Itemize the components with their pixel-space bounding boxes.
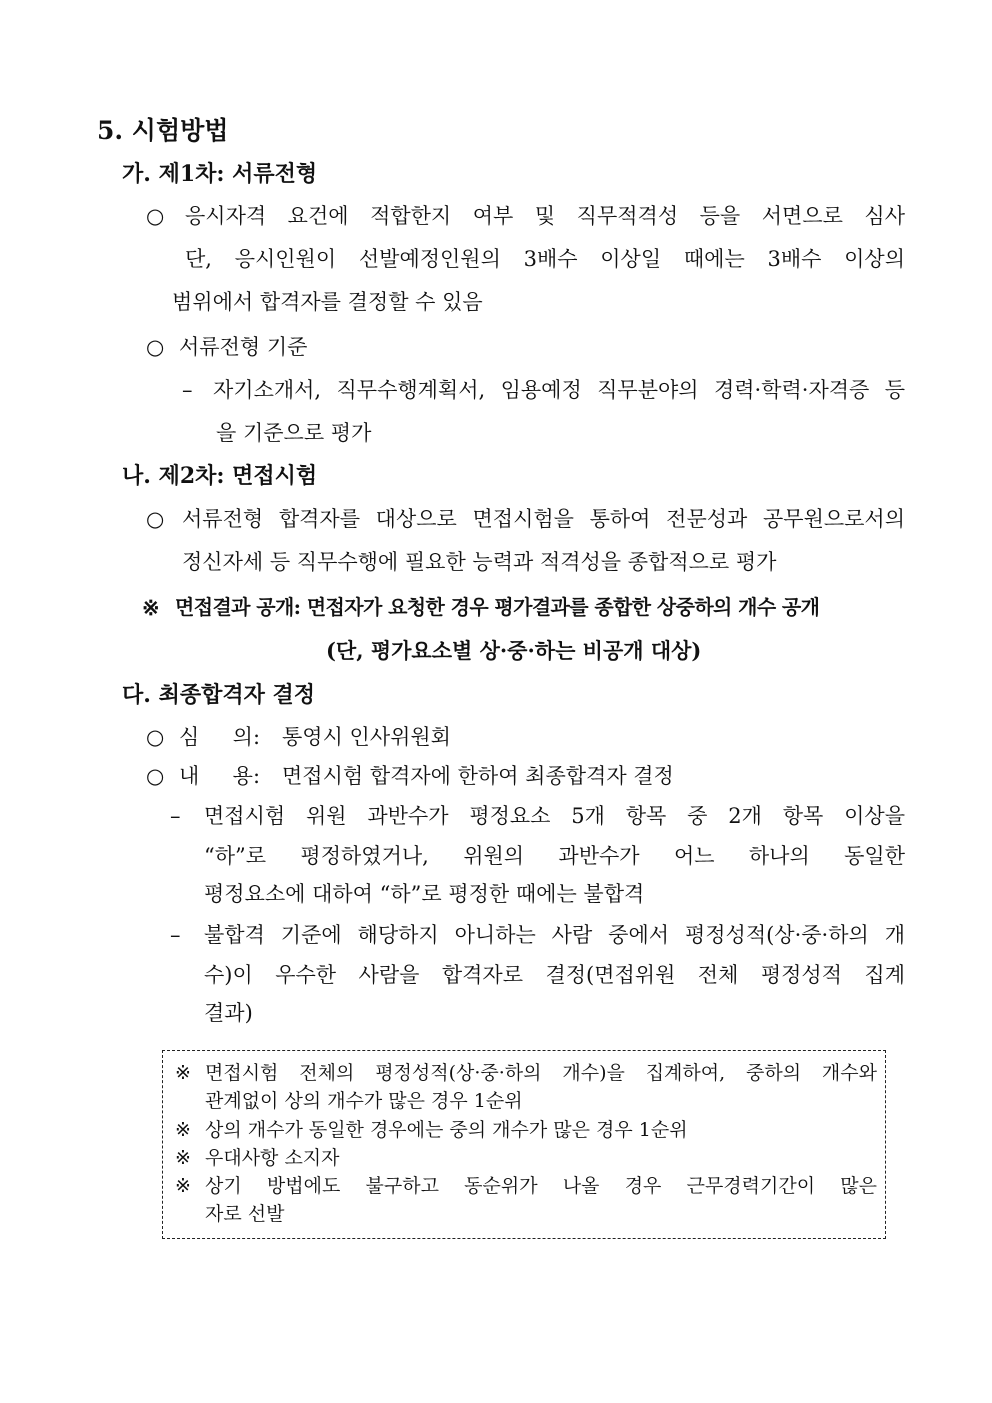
bullet-circle-icon: ○ [146, 764, 165, 788]
part-b-bullet1-line2: 정신자세 등 직무수행에 필요한 능력과 적격성을 종합적으로 평가 [182, 550, 777, 574]
note-item1-line2: 관계없이 상의 개수가 많은 경우 1순위 [205, 1090, 523, 1112]
part-a-heading: 가. 제1차: 서류전형 [122, 161, 318, 187]
dash-icon: – [170, 804, 181, 828]
note-box [162, 1050, 886, 1239]
part-a-bullet2-sub-line1: 자기소개서, 직무수행계획서, 임용예정 직무분야의 경력·학력·자격증 등 [213, 378, 905, 402]
part-a-bullet1-line3: 범위에서 합격자를 결정할 수 있음 [172, 290, 483, 314]
bullet-circle-icon: ○ [146, 335, 165, 359]
reference-mark-icon: ※ [175, 1147, 191, 1169]
reference-mark-icon: ※ [175, 1062, 191, 1084]
part-c-dash1-line2: “하”로 평정하였거나, 위원의 과반수가 어느 하나의 동일한 [204, 844, 905, 868]
part-c-item2-label: 내 용: [179, 764, 261, 788]
dash-icon: – [170, 923, 181, 947]
part-c-dash2-line2: 수)이 우수한 사람을 합격자로 결정(면접위원 전체 평정성적 집계 [204, 963, 905, 987]
part-c-dash2-line1: 불합격 기준에 해당하지 아니하는 사람 중에서 평정성적(상·중·하의 개 [204, 923, 905, 947]
part-c-item1-label: 심 의: [179, 725, 261, 749]
part-b-heading: 나. 제2차: 면접시험 [122, 463, 318, 489]
bullet-circle-icon: ○ [146, 204, 165, 228]
part-a-bullet2-sub-line2: 을 기준으로 평가 [216, 421, 372, 445]
part-b-bullet1-line1: 서류전형 합격자를 대상으로 면접시험을 통하여 전문성과 공무원으로서의 [182, 507, 905, 531]
reference-mark-icon: ※ [175, 1175, 191, 1197]
part-c-dash1-line1: 면접시험 위원 과반수가 평정요소 5개 항목 중 2개 항목 이상을 [204, 804, 905, 828]
reference-mark-icon: ※ [142, 595, 160, 620]
part-c-item2-text: 면접시험 합격자에 한하여 최종합격자 결정 [282, 764, 674, 788]
part-c-item1-text: 통영시 인사위원회 [282, 725, 451, 749]
bullet-circle-icon: ○ [146, 725, 165, 749]
note-item4-line1: 상기 방법에도 불구하고 동순위가 나올 경우 근무경력기간이 많은 [205, 1175, 877, 1197]
part-a-bullet2-text: 서류전형 기준 [179, 335, 308, 359]
note-item1-line1: 면접시험 전체의 평정성적(상·중·하의 개수)을 집계하여, 중하의 개수와 [205, 1062, 877, 1084]
reference-mark-icon: ※ [175, 1119, 191, 1141]
bullet-circle-icon: ○ [146, 507, 165, 531]
part-a-bullet1-line1: 응시자격 요건에 적합한지 여부 및 직무적격성 등을 서면으로 심사 [185, 204, 905, 228]
part-b-notice-line2: (단, 평가요소별 상·중·하는 비공개 대상) [326, 638, 702, 663]
dash-icon: – [182, 378, 193, 402]
note-item4-line2: 자로 선발 [205, 1203, 285, 1225]
part-b-notice-line1: 면접결과 공개: 면접자가 요청한 경우 평가결과를 종합한 상중하의 개수 공개 [175, 595, 820, 619]
note-item2: 상의 개수가 동일한 경우에는 중의 개수가 많은 경우 1순위 [205, 1119, 688, 1141]
section-title: 5. 시험방법 [97, 116, 229, 145]
part-c-heading: 다. 최종합격자 결정 [122, 682, 315, 708]
note-item3: 우대사항 소지자 [205, 1147, 340, 1169]
part-c-dash1-line3: 평정요소에 대하여 “하”로 평정한 때에는 불합격 [204, 882, 645, 906]
part-a-bullet1-line2: 단, 응시인원이 선발예정인원의 3배수 이상일 때에는 3배수 이상의 [185, 247, 905, 271]
part-c-dash2-line3: 결과) [204, 1001, 253, 1025]
